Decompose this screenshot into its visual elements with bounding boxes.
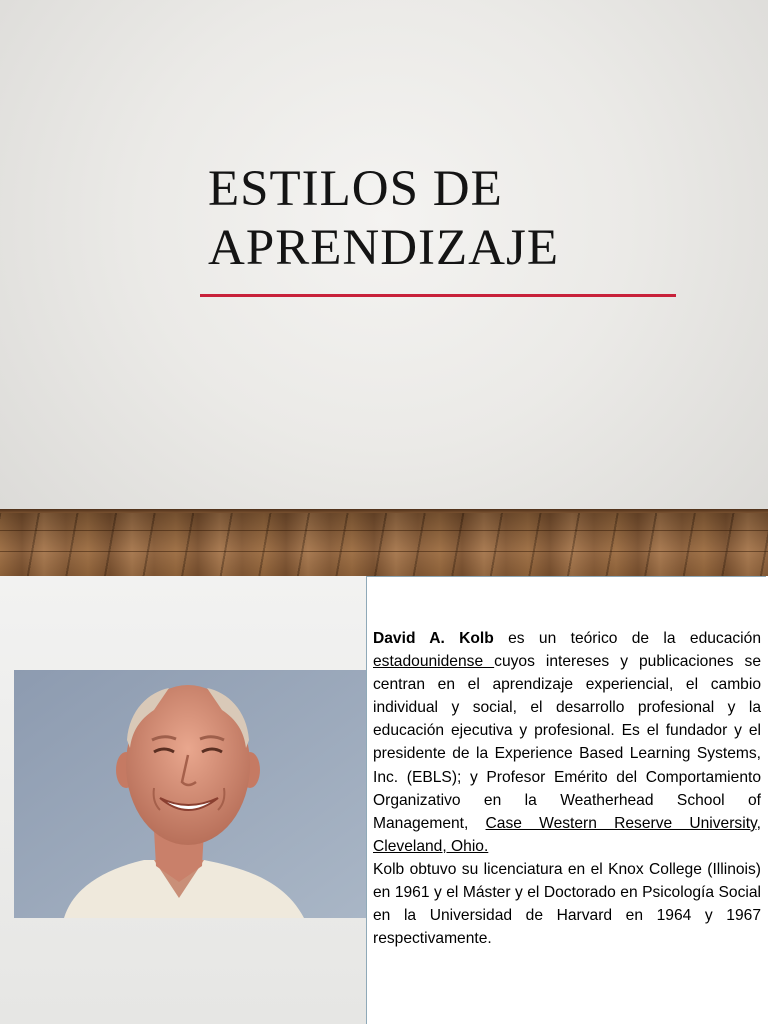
wood-floor-seam (0, 551, 768, 552)
bio-text-span: Kolb obtuvo su licenciatura en el Knox College (Illinois) en 1961 y el Máster y el Doctorado (373, 860, 761, 902)
title-underline (200, 294, 676, 297)
bio-text-span: respectivamente. (373, 930, 492, 948)
bio-text-span: en Psicología Social en la (373, 884, 761, 925)
wood-floor-shade (0, 513, 768, 576)
slide-title-line-2: APRENDIZAJE (208, 220, 559, 276)
slide-title (208, 160, 728, 278)
slide-title-line-1: ESTILOS DE (208, 161, 503, 217)
bio-slide (0, 576, 768, 1024)
link-case-western[interactable]: Case Western Reserve University, Cleveland, Ohio. (373, 814, 761, 855)
bio-text (373, 627, 761, 950)
bio-paragraph-2 (373, 858, 761, 950)
bio-text-span: en 1964 y 1967 (612, 907, 762, 925)
bio-text-span: es un teórico de la educación (493, 630, 761, 647)
wood-floor-seam (0, 530, 768, 531)
portrait-photo-icon (14, 670, 366, 918)
bio-paragraph-1 (373, 627, 761, 858)
link-estadounidense[interactable]: estadounidense (373, 653, 495, 671)
bio-name: David A. Kolb (373, 630, 494, 647)
bio-text-span: cuyos intereses y publicaciones se centran en el aprendizaje experiencial, el cambio individual y social, el desarrollo profesional y la educación ejecutiva y profesional. Es el fundador y el presidente de la Experience Based Learning Systems, Inc. (EBLS); y Profesor Emérito del Comportamiento Organizativo en la Weatherhead School of Management, (373, 653, 761, 832)
bio-text-span: Universidad de Harvard (429, 907, 613, 925)
